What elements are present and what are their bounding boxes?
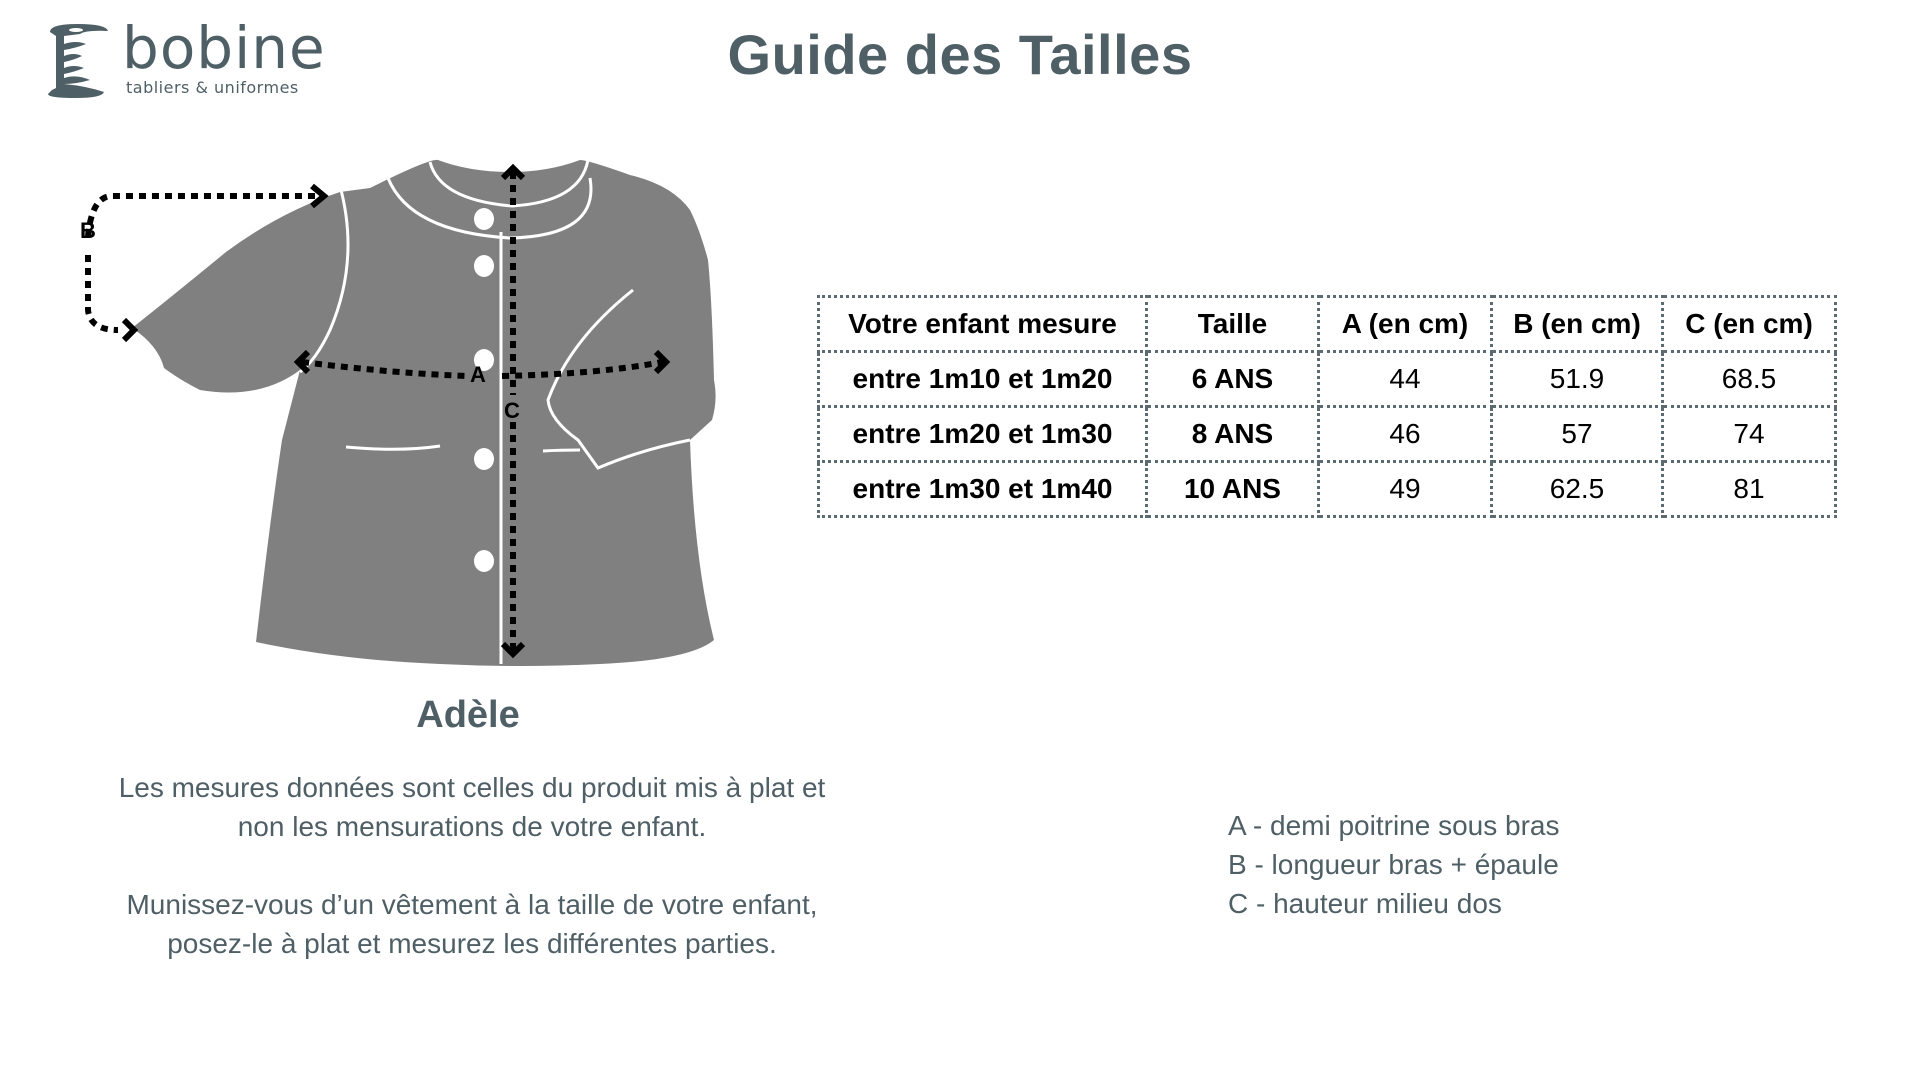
legend-item-c: C - hauteur milieu dos <box>1228 888 1502 919</box>
cell-c: 68.5 <box>1663 352 1836 407</box>
brand-tagline: tabliers & uniformes <box>126 78 299 97</box>
note-line: Les mesures données sont celles du produit mis à plat et <box>118 772 826 803</box>
cell-size: 10 ANS <box>1147 462 1319 517</box>
table-header-row <box>819 297 1836 352</box>
cell-a: 46 <box>1319 407 1492 462</box>
measure-label-a: A <box>470 362 486 387</box>
measurement-instructions <box>52 885 892 963</box>
garment-illustration <box>60 140 740 680</box>
cell-height: entre 1m10 et 1m20 <box>819 352 1147 407</box>
col-header-size: Taille <box>1147 297 1319 352</box>
col-header-c: C (en cm) <box>1663 297 1836 352</box>
product-name: Adèle <box>416 694 520 736</box>
coat-button <box>474 255 494 277</box>
cell-c: 74 <box>1663 407 1836 462</box>
cell-c: 81 <box>1663 462 1836 517</box>
col-header-a: A (en cm) <box>1319 297 1492 352</box>
cell-size: 6 ANS <box>1147 352 1319 407</box>
measure-label-c: C <box>504 398 520 423</box>
measure-label-b: B <box>80 218 96 243</box>
cell-height: entre 1m30 et 1m40 <box>819 462 1147 517</box>
coat-button <box>474 208 494 230</box>
cell-height: entre 1m20 et 1m30 <box>819 407 1147 462</box>
coat-body-shape <box>132 160 716 666</box>
col-header-height: Votre enfant mesure <box>819 297 1147 352</box>
note-line: posez-le à plat et mesurez les différentes parties. <box>167 928 777 959</box>
legend-item-b: B - longueur bras + épaule <box>1228 849 1559 880</box>
cell-a: 44 <box>1319 352 1492 407</box>
legend-item-a: A - demi poitrine sous bras <box>1228 810 1560 841</box>
table-row <box>819 407 1836 462</box>
size-table <box>817 295 1837 518</box>
measurement-note <box>52 768 892 846</box>
cell-b: 57 <box>1492 407 1663 462</box>
brand-name: bobine <box>122 14 326 82</box>
table-row <box>819 352 1836 407</box>
measurement-legend <box>1228 806 1560 923</box>
page-title: Guide des Tailles <box>727 23 1193 86</box>
note-line: non les mensurations de votre enfant. <box>237 811 707 842</box>
cell-b: 62.5 <box>1492 462 1663 517</box>
col-header-b: B (en cm) <box>1492 297 1663 352</box>
cell-size: 8 ANS <box>1147 407 1319 462</box>
coat-button <box>474 550 494 572</box>
table-row <box>819 462 1836 517</box>
cell-b: 51.9 <box>1492 352 1663 407</box>
cell-a: 49 <box>1319 462 1492 517</box>
note-line: Munissez-vous d’un vêtement à la taille de votre enfant, <box>126 889 818 920</box>
coat-button <box>474 448 494 470</box>
